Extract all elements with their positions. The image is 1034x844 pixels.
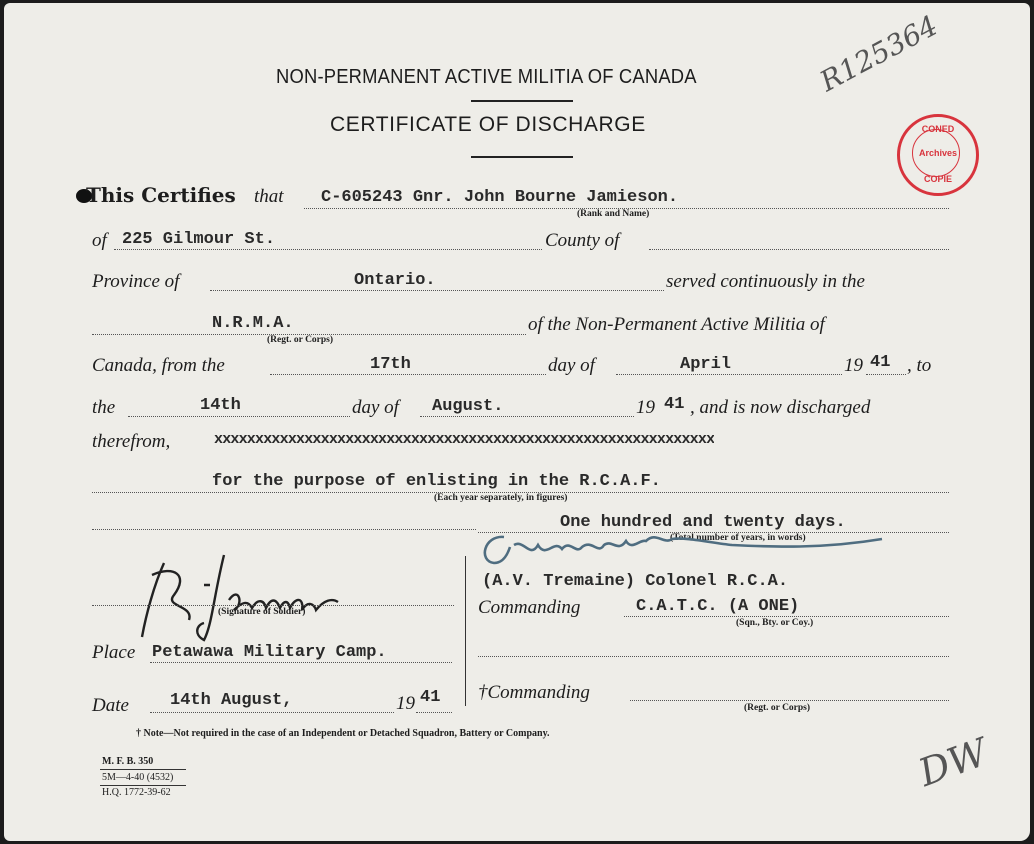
total-caption: (Total number of years, in words): [670, 533, 806, 543]
document-title: NON-PERMANENT ACTIVE MILITIA OF CANADA: [276, 66, 697, 88]
date-label: Date: [92, 695, 129, 716]
that-label: that: [254, 186, 284, 207]
form-id-rule: [100, 785, 186, 786]
subtitle-rule: [471, 156, 573, 158]
officer-signature: [474, 525, 934, 575]
dotted-line: [92, 605, 454, 606]
form-id-line2: 5M—4-40 (4532): [102, 772, 174, 783]
title-rule: [471, 100, 573, 102]
dotted-line: [92, 529, 476, 530]
purpose-field: for the purpose of enlisting in the R.C.A.F.: [212, 472, 661, 491]
signature-caption: (Signature of Soldier): [218, 607, 306, 617]
footnote: † Note—Not required in the case of an Independent or Detached Squadron, Battery or Company.: [136, 728, 550, 739]
commanding-2-label: †Commanding: [478, 682, 590, 703]
to-day-field: 14th: [200, 396, 241, 415]
form-id-rule: [100, 769, 186, 770]
unit-field: N.R.M.A.: [212, 314, 294, 333]
therefrom-label: therefrom,: [92, 431, 171, 452]
date-field: 14th August,: [170, 691, 293, 710]
dotted-line: [420, 416, 634, 417]
stamp-top-text: CONED: [921, 124, 955, 134]
dotted-line: [210, 290, 664, 291]
the-label: the: [92, 397, 116, 418]
year-prefix: 19: [636, 397, 655, 418]
year-prefix: 19: [396, 693, 415, 714]
regt-caption-2: (Regt. or Corps): [744, 703, 811, 713]
dotted-line: [128, 416, 350, 417]
to-month-field: August.: [432, 397, 504, 416]
commanding-label: Commanding: [478, 597, 581, 618]
document-subtitle: CERTIFICATE OF DISCHARGE: [330, 113, 646, 136]
commanding-officer-name: (A.V. Tremaine) Colonel R.C.A.: [482, 572, 789, 591]
canada-from-label: Canada, from the: [92, 355, 225, 376]
archivist-initials: DW: [912, 729, 994, 795]
dotted-line: [624, 616, 949, 617]
form-id-line1: M. F. B. 350: [102, 756, 154, 767]
npam-label: of the Non-Permanent Active Militia of: [528, 314, 825, 335]
soldier-signature: [134, 545, 404, 645]
regt-or-corps-caption: (Regt. or Corps): [267, 335, 334, 345]
day-of-label: day of: [352, 397, 399, 418]
to-label: , to: [907, 355, 932, 376]
province-of-label: Province of: [92, 271, 180, 292]
county-of-label: County of: [545, 230, 620, 251]
to-year-field: 41: [664, 395, 685, 414]
column-divider: [465, 556, 466, 706]
dotted-line: [649, 249, 949, 250]
place-field: Petawawa Military Camp.: [152, 643, 387, 662]
place-label: Place: [92, 642, 136, 663]
address-field: 225 Gilmour St.: [122, 230, 276, 249]
stamp-bottom-text: COPIE: [923, 174, 952, 184]
from-day-field: 17th: [370, 355, 411, 374]
this-certifies-heading: This Certifies: [86, 183, 236, 207]
discharged-label: , and is now discharged: [690, 397, 871, 418]
from-year-field: 41: [870, 353, 891, 372]
archives-stamp: [897, 114, 979, 196]
discharge-certificate: [4, 3, 1030, 841]
province-field: Ontario.: [354, 271, 436, 290]
dotted-line: [478, 656, 949, 657]
day-of-label: day of: [548, 355, 595, 376]
dotted-line: [630, 700, 949, 701]
dotted-line: [616, 374, 842, 375]
stamp-middle-text: Archives: [918, 148, 958, 158]
dotted-line: [114, 249, 542, 250]
command-unit-field: C.A.T.C. (A ONE): [636, 597, 800, 616]
date-year-field: 41: [420, 688, 441, 707]
total-days-field: One hundred and twenty days.: [560, 513, 846, 532]
served-continuously-label: served continuously in the: [666, 271, 865, 292]
of-label: of: [92, 230, 107, 251]
struck-out-text: xxxxxxxxxxxxxxxxxxxxxxxxxxxxxxxxxxxxxxxxxxxxxxxxxxxxxxxxxxxxx: [214, 431, 715, 448]
registration-number: R125364: [814, 8, 943, 98]
dotted-line: [150, 712, 394, 713]
dotted-line: [416, 712, 452, 713]
dotted-line: [270, 374, 546, 375]
each-year-caption: (Each year separately, in figures): [434, 493, 568, 503]
form-id-line3: H.Q. 1772-39-62: [102, 787, 171, 798]
year-prefix: 19: [844, 355, 863, 376]
rank-and-name-caption: (Rank and Name): [577, 209, 650, 219]
soldier-name-field: C-605243 Gnr. John Bourne Jamieson.: [321, 188, 679, 207]
dotted-line: [866, 374, 906, 375]
dotted-line: [150, 662, 452, 663]
sqn-caption: (Sqn., Bty. or Coy.): [736, 618, 814, 628]
from-month-field: April: [680, 355, 732, 374]
